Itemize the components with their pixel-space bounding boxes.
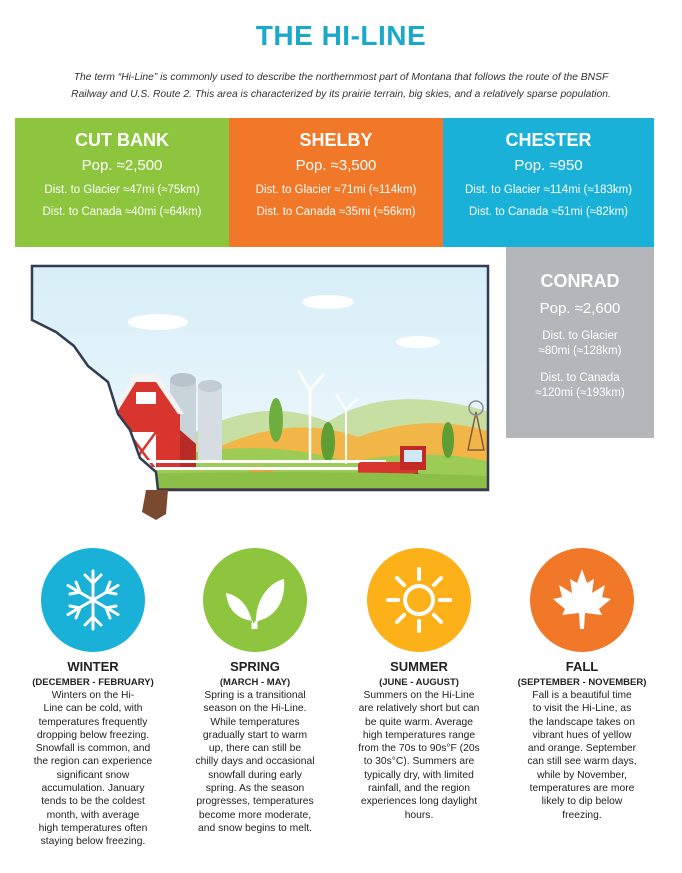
description-line: be quite warm. Average — [365, 716, 473, 728]
montana-landscape-illustration — [28, 262, 490, 526]
season-description — [175, 689, 335, 835]
season-name: SPRING — [230, 659, 280, 674]
season-name: SUMMER — [390, 659, 448, 674]
description-line: tends to be the coldest — [41, 796, 145, 808]
sun-icon — [384, 565, 454, 635]
description-line: high temperatures range — [362, 729, 476, 741]
town-glacier-distance — [506, 329, 654, 359]
description-line: dropping below freezing. — [36, 729, 150, 741]
description-line: the landscape takes on — [529, 716, 635, 728]
season-description — [13, 689, 173, 849]
canada-distance-label: Dist. to Canada — [540, 372, 620, 384]
description-line: season on the Hi-Line. — [203, 703, 307, 715]
description-line: become more moderate, — [198, 809, 312, 821]
town-card-shelby — [229, 118, 443, 247]
town-card-conrad — [506, 247, 654, 438]
town-name: CONRAD — [540, 271, 620, 291]
description-line: temperatures are more — [529, 783, 635, 795]
description-line: While temperatures — [210, 716, 300, 728]
description-line: accumulation. January — [41, 783, 145, 795]
town-population: Pop. ≈2,600 — [539, 300, 621, 317]
maple-leaf-icon — [547, 565, 617, 635]
season-description — [339, 689, 499, 822]
intro-line: The term “Hi-Line” is commonly used to describe the northernmost part of Montana that follows the route of the BNSF — [73, 72, 609, 83]
season-months: (SEPTEMBER - NOVEMBER) — [517, 677, 647, 688]
intro-line: Railway and U.S. Route 2. This area is characterized by its prairie terrain, big skies, and a relatively sparse population. — [71, 89, 611, 100]
description-line: typically dry, with limited — [364, 769, 474, 781]
season-months: (DECEMBER - FEBRUARY) — [32, 677, 154, 688]
season-winter — [13, 548, 173, 849]
glacier-distance-value: ≈80mi (≈128km) — [538, 345, 622, 357]
description-line: month, with average — [46, 809, 140, 821]
leaves-icon — [220, 565, 290, 635]
description-line: can still see warm days, — [527, 756, 637, 768]
description-line: freezing. — [562, 809, 602, 821]
description-line: progresses, temperatures — [196, 796, 314, 808]
description-line: likely to dip below — [541, 796, 623, 808]
description-line: up, there can still be — [208, 743, 302, 755]
town-name: CHESTER — [505, 130, 592, 150]
town-canada-distance: Dist. to Canada ≈35mi (≈56km) — [256, 206, 416, 218]
season-name: FALL — [565, 659, 599, 674]
description-line: are relatively short but can — [358, 703, 480, 715]
snowflake-icon — [58, 565, 128, 635]
town-glacier-distance: Dist. to Glacier ≈114mi (≈183km) — [464, 184, 633, 196]
season-months: (MARCH - MAY) — [219, 677, 291, 688]
description-line: high temperatures often — [38, 822, 148, 834]
description-line: vibrant hues of yellow — [532, 729, 632, 741]
season-name: WINTER — [67, 659, 119, 674]
description-line: snowfall during early — [208, 769, 302, 781]
description-line: Winters on the Hi- — [51, 690, 135, 701]
description-line: significant snow — [56, 769, 130, 781]
fall-circle — [530, 548, 634, 652]
town-canada-distance: Dist. to Canada ≈40mi (≈64km) — [42, 206, 202, 218]
description-line: Line can be cold, with — [43, 703, 143, 715]
intro-paragraph — [18, 69, 664, 103]
description-line: experiences long daylight — [360, 796, 478, 808]
season-spring — [175, 548, 335, 835]
description-line: to 30s°C). Summers are — [363, 756, 475, 768]
description-line: Snowfall is common, and — [35, 743, 151, 755]
description-line: and snow begins to melt. — [198, 822, 312, 834]
description-line: rainfall, and the region — [368, 783, 470, 795]
description-line: hours. — [404, 809, 434, 821]
description-line: temperatures frequently — [38, 716, 148, 728]
season-description — [502, 689, 662, 822]
description-line: staying below freezing. — [40, 836, 146, 848]
spring-circle — [203, 548, 307, 652]
town-glacier-distance: Dist. to Glacier ≈71mi (≈114km) — [255, 184, 417, 196]
town-name: SHELBY — [299, 130, 373, 150]
description-line: from the 70s to 90s°F (20s — [358, 743, 480, 755]
winter-circle — [41, 548, 145, 652]
canada-distance-value: ≈120mi (≈193km) — [535, 387, 625, 399]
town-population: Pop. ≈3,500 — [295, 157, 377, 174]
description-line: chilly days and occasional — [195, 756, 315, 768]
description-line: gradually start to warm — [202, 729, 308, 741]
summer-circle — [367, 548, 471, 652]
town-population: Pop. ≈950 — [514, 157, 583, 174]
town-canada-distance: Dist. to Canada ≈51mi (≈82km) — [469, 206, 628, 218]
description-line: spring. As the season — [205, 783, 305, 795]
glacier-distance-label: Dist. to Glacier — [542, 330, 618, 342]
town-glacier-distance: Dist. to Glacier ≈47mi (≈75km) — [44, 184, 200, 196]
season-fall — [502, 548, 662, 822]
town-card-chester — [443, 118, 654, 247]
town-population: Pop. ≈2,500 — [81, 157, 163, 174]
town-canada-distance — [506, 371, 654, 401]
description-line: while by November, — [537, 769, 627, 781]
season-months: (JUNE - AUGUST) — [379, 677, 459, 688]
description-line: to visit the Hi-Line, as — [532, 703, 632, 715]
description-line: the region can experience — [33, 756, 153, 768]
page-title: THE HI-LINE — [255, 20, 427, 51]
season-summer — [339, 548, 499, 822]
description-line: Fall is a beautiful time — [532, 690, 632, 701]
town-card-cut-bank — [15, 118, 229, 247]
town-name: CUT BANK — [75, 130, 169, 150]
description-line: and orange. September — [527, 743, 637, 755]
description-line: Summers on the Hi-Line — [363, 690, 475, 701]
description-line: Spring is a transitional — [204, 690, 306, 701]
